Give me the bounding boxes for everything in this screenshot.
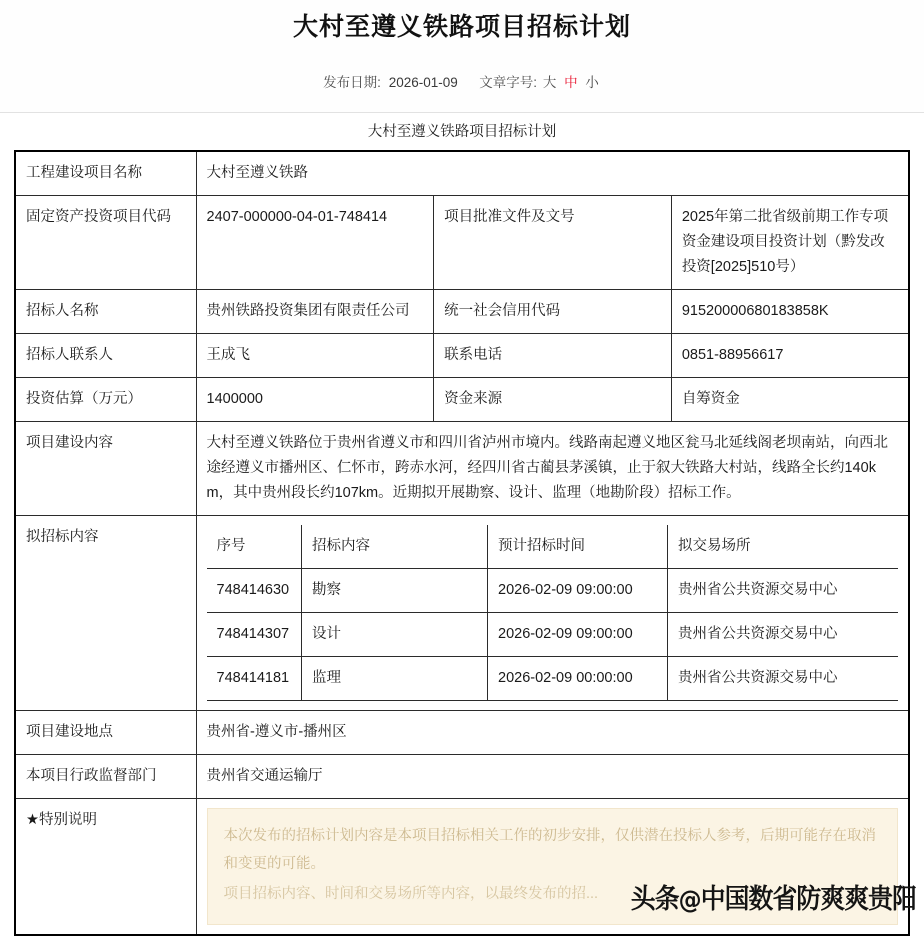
bid-row-place: 贵州省公共资源交易中心 bbox=[668, 569, 899, 613]
font-size-small-button[interactable]: 小 bbox=[585, 75, 599, 90]
table-row bbox=[207, 569, 899, 613]
investment-label: 投资估算（万元） bbox=[15, 378, 196, 422]
bid-header-content: 招标内容 bbox=[302, 525, 488, 569]
table-row-bid-content bbox=[15, 516, 909, 711]
table-container bbox=[0, 113, 924, 936]
table-row-content bbox=[15, 422, 909, 516]
table-caption: 大村至遵义铁路项目招标计划 bbox=[367, 124, 557, 140]
bid-row-content: 设计 bbox=[302, 613, 488, 657]
tender-plan-table bbox=[14, 150, 910, 936]
bid-row-place: 贵州省公共资源交易中心 bbox=[668, 613, 899, 657]
publish-date-value: 2026-01-09 bbox=[388, 75, 458, 90]
funding-source-label: 资金来源 bbox=[434, 378, 672, 422]
table-row-asset-code bbox=[15, 196, 909, 290]
bid-row-seq: 748414181 bbox=[207, 657, 302, 701]
watermark-brand: 头条 bbox=[630, 884, 679, 915]
special-note-box bbox=[207, 808, 899, 925]
tenderer-label: 招标人名称 bbox=[15, 290, 196, 334]
construction-content-value: 大村至遵义铁路位于贵州省遵义市和四川省泸州市境内。线路南起遵义地区瓮马北延线阁老坝南站，向西北途经遵义市播州区、仁怀市，跨赤水河，经四川省古蔺县茅溪镇，止于叙大铁路大村站，线路全长约140km，其中贵州段长约107km。近期拟开展勘察、设计、监理（地勘阶段）招标工作。 bbox=[196, 422, 909, 516]
bid-row-seq: 748414630 bbox=[207, 569, 302, 613]
font-size-medium-button[interactable]: 中 bbox=[564, 75, 578, 90]
bid-row-seq: 748414307 bbox=[207, 613, 302, 657]
bid-row-content: 监理 bbox=[302, 657, 488, 701]
font-size-label: 文章字号: bbox=[479, 75, 538, 90]
table-row-contact bbox=[15, 334, 909, 378]
page-title: 大村至遵义铁路项目招标计划 bbox=[292, 13, 631, 41]
special-note-cell bbox=[196, 799, 909, 936]
asset-code-label: 固定资产投资项目代码 bbox=[15, 196, 196, 290]
bid-row-time: 2026-02-09 09:00:00 bbox=[488, 613, 668, 657]
special-note-label: ★特别说明 bbox=[15, 799, 196, 936]
table-row bbox=[207, 613, 899, 657]
table-row-special-note bbox=[15, 799, 909, 936]
location-label: 项目建设地点 bbox=[15, 711, 196, 755]
construction-content-label: 项目建设内容 bbox=[15, 422, 196, 516]
special-note-line-2: 项目招标内容、时间和交易场所等内容，以最终发布的招... bbox=[223, 886, 599, 902]
supervisor-value: 贵州省交通运输厅 bbox=[196, 755, 909, 799]
funding-source-value: 自筹资金 bbox=[671, 378, 909, 422]
watermark-account: 中国数省防爽爽贵阳 bbox=[700, 884, 916, 915]
project-name-label: 工程建设项目名称 bbox=[15, 151, 196, 196]
watermark-at-symbol: @ bbox=[678, 885, 701, 914]
project-name-value: 大村至遵义铁路 bbox=[196, 151, 909, 196]
table-row-tenderer bbox=[15, 290, 909, 334]
credit-code-label: 统一社会信用代码 bbox=[434, 290, 672, 334]
table-row-location bbox=[15, 711, 909, 755]
page-header bbox=[0, 0, 924, 113]
table-row-supervisor bbox=[15, 755, 909, 799]
contact-value: 王成飞 bbox=[196, 334, 434, 378]
credit-code-value: 91520000680183858K bbox=[671, 290, 909, 334]
contact-label: 招标人联系人 bbox=[15, 334, 196, 378]
asset-code-value: 2407-000000-04-01-748414 bbox=[196, 196, 434, 290]
bid-table-header-row bbox=[207, 525, 899, 569]
bid-content-label: 拟招标内容 bbox=[15, 516, 196, 711]
bid-row-time: 2026-02-09 09:00:00 bbox=[488, 569, 668, 613]
tenderer-value: 贵州铁路投资集团有限责任公司 bbox=[196, 290, 434, 334]
phone-label: 联系电话 bbox=[434, 334, 672, 378]
table-row bbox=[207, 657, 899, 701]
approval-doc-label: 项目批准文件及文号 bbox=[434, 196, 672, 290]
bid-header-place: 拟交易场所 bbox=[668, 525, 899, 569]
bid-row-place: 贵州省公共资源交易中心 bbox=[668, 657, 899, 701]
bid-items-body bbox=[207, 525, 899, 701]
bid-items-table bbox=[207, 525, 899, 701]
article-meta bbox=[0, 74, 924, 92]
publish-date-label: 发布日期: bbox=[323, 75, 381, 90]
bid-table-host bbox=[196, 516, 909, 711]
special-note-line-1: 本次发布的招标计划内容是本项目招标相关工作的初步安排，仅供潜在投标人参考，后期可能存在取消和变更的可能。 bbox=[223, 828, 876, 872]
table-row-project-name bbox=[15, 151, 909, 196]
bid-header-time: 预计招标时间 bbox=[488, 525, 668, 569]
supervisor-label: 本项目行政监督部门 bbox=[15, 755, 196, 799]
table-row-investment bbox=[15, 378, 909, 422]
approval-doc-value: 2025年第二批省级前期工作专项资金建设项目投资计划（黔发改投资[2025]510号） bbox=[671, 196, 909, 290]
phone-value: 0851-88956617 bbox=[671, 334, 909, 378]
bid-row-time: 2026-02-09 00:00:00 bbox=[488, 657, 668, 701]
bid-header-seq: 序号 bbox=[207, 525, 302, 569]
bid-row-content: 勘察 bbox=[302, 569, 488, 613]
location-value: 贵州省-遵义市-播州区 bbox=[196, 711, 909, 755]
investment-value: 1400000 bbox=[196, 378, 434, 422]
font-size-large-button[interactable]: 大 bbox=[542, 75, 557, 90]
